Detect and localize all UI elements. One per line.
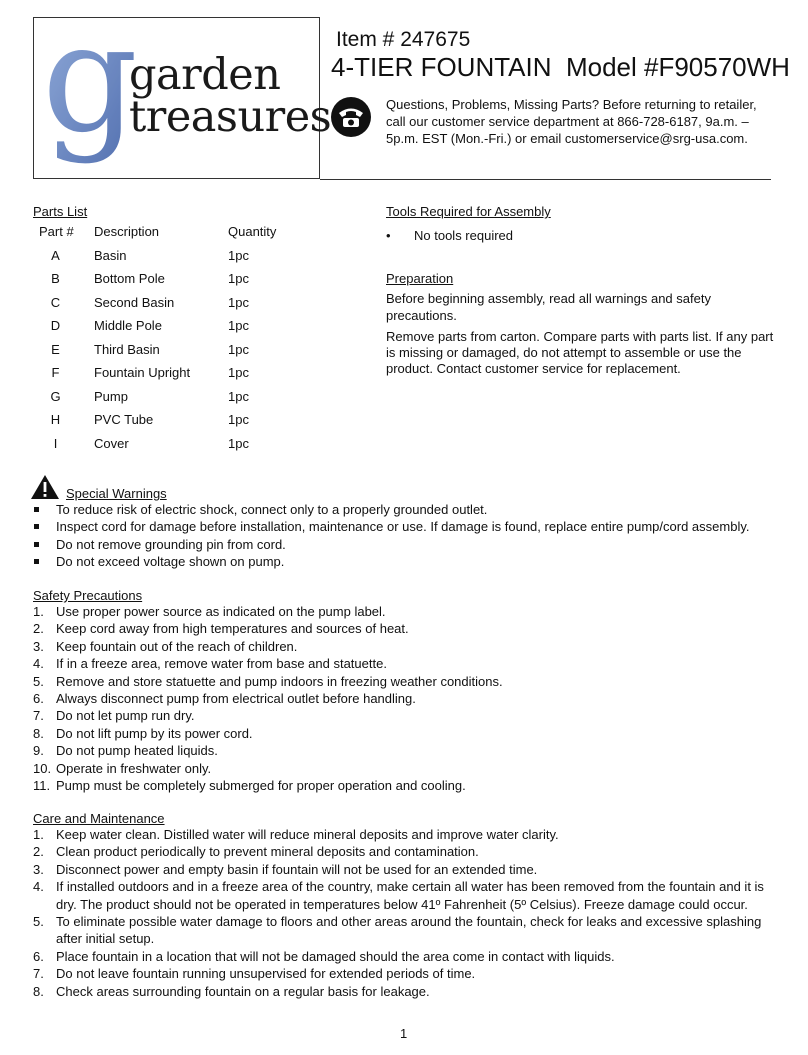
part-quantity: 1pc <box>228 365 249 380</box>
square-bullet-icon <box>34 524 39 529</box>
part-id: A <box>51 247 60 263</box>
item-text: Pump must be completely submerged for proper operation and cooling. <box>56 778 466 794</box>
special-warnings-title: Special Warnings <box>66 486 167 501</box>
item-text: If installed outdoors and in a freeze area of the country, make certain all water has been removed from the fountain and it is dry. The product should not be operated in temperatures below 41º Fahrenheit (5º Celsius). Freeze damage could occur. <box>56 879 764 912</box>
item-text: Always disconnect pump from electrical outlet before handling. <box>56 691 416 707</box>
part-id: C <box>50 294 61 310</box>
item-text: Place fountain in a location that will not be damaged should the area come in contact with liquids. <box>56 948 615 964</box>
bullet-icon: • <box>386 228 391 243</box>
item-text: Keep fountain out of the reach of children. <box>56 638 298 654</box>
tools-item <box>386 227 513 244</box>
part-quantity: 1pc <box>228 412 249 427</box>
item-text: Do not lift pump by its power cord. <box>56 725 253 741</box>
part-description: Basin <box>94 247 127 263</box>
item-text: Remove and store statuette and pump indoors in freezing weather conditions. <box>56 673 503 689</box>
item-text: Do not pump heated liquids. <box>56 743 218 759</box>
preparation-paragraph-1: Before beginning assembly, read all warnings and safety precautions. <box>386 291 711 323</box>
part-description: Fountain Upright <box>94 365 191 380</box>
preparation-title: Preparation <box>386 271 454 286</box>
item-number: 1. <box>33 827 44 842</box>
item-text: If in a freeze area, remove water from base and statuette. <box>56 656 387 672</box>
list-item <box>33 638 783 655</box>
item-number: 2. <box>33 621 44 637</box>
logo-word-treasures-text: treasures <box>129 92 332 142</box>
list-item <box>33 826 783 843</box>
product-title: 4-TIER FOUNTAIN Model #F90570WH <box>331 52 790 82</box>
part-description: Middle Pole <box>94 318 162 333</box>
item-number: 4. <box>33 656 44 672</box>
preparation-paragraph-2: Remove parts from carton. Compare parts with parts list. If any part is missing or damaged, do not attempt to assemble or use the product. Contact customer service for replacement. <box>386 329 774 376</box>
list-item <box>33 843 783 860</box>
list-item <box>33 861 783 878</box>
part-id: I <box>53 435 58 451</box>
part-quantity: 1pc <box>228 247 249 263</box>
item-text: Do not leave fountain running unsupervised for extended periods of time. <box>56 966 476 982</box>
item-text: To eliminate possible water damage to floors and other areas around the fountain, check for leaks and excessive splashing after initial setup. <box>56 914 762 947</box>
item-number: 5. <box>33 673 44 689</box>
list-item <box>33 948 783 965</box>
item-number: 7. <box>33 966 44 982</box>
part-description: Cover <box>94 435 129 451</box>
tools-item-text: No tools required <box>414 228 513 243</box>
square-bullet-icon <box>34 507 39 512</box>
item-number: 11. <box>33 778 51 794</box>
safety-precautions-title: Safety Precautions <box>33 588 143 603</box>
part-id: H <box>50 412 61 427</box>
list-item <box>33 760 783 777</box>
part-id: D <box>50 318 61 333</box>
item-text: Clean product periodically to prevent mineral deposits and contamination. <box>56 844 479 860</box>
item-number: 8. <box>33 725 44 741</box>
list-item <box>33 707 783 724</box>
col-header-part: Part # <box>39 224 74 239</box>
customer-service-contact: Questions, Problems, Missing Parts? Before returning to retailer, call our customer service department at 866-728-6187, 9a.m. – 5p.m. EST (Mon.-Fri.) or email customerservice@srg-usa.com. <box>386 97 757 146</box>
item-number: 5. <box>33 914 44 930</box>
list-item <box>33 725 783 742</box>
warning-text: Inspect cord for damage before installation, maintenance or use. If damage is found, replace entire pump/cord assembly. <box>56 519 750 535</box>
part-description: PVC Tube <box>94 412 154 427</box>
item-text: Do not let pump run dry. <box>56 708 195 724</box>
safety-precautions-list <box>33 603 783 794</box>
col-header-quantity: Quantity <box>228 224 277 239</box>
item-text: Check areas surrounding fountain on a regular basis for leakage. <box>56 983 430 999</box>
tools-title: Tools Required for Assembly <box>386 204 551 219</box>
part-description: Bottom Pole <box>94 271 165 286</box>
list-item <box>33 501 749 518</box>
item-number: 3. <box>33 638 44 654</box>
part-quantity: 1pc <box>228 388 249 404</box>
item-text: Operate in freshwater only. <box>56 760 212 776</box>
list-item <box>33 655 783 672</box>
list-item <box>33 603 783 620</box>
svg-text:g: g <box>42 18 139 166</box>
item-number: Item # 247675 <box>336 28 471 51</box>
warning-icon <box>30 474 60 500</box>
list-item <box>33 965 783 982</box>
part-description: Second Basin <box>94 294 175 310</box>
item-text: Use proper power source as indicated on the pump label. <box>56 604 386 619</box>
page-number: 1 <box>400 1026 408 1041</box>
col-header-description: Description <box>94 224 160 239</box>
part-quantity: 1pc <box>228 435 249 451</box>
item-number: 7. <box>33 708 44 724</box>
parts-list-title: Parts List <box>33 204 88 219</box>
square-bullet-icon <box>34 559 39 564</box>
logo-word-treasures <box>129 92 349 142</box>
list-item <box>33 742 783 759</box>
item-number: 2. <box>33 844 44 860</box>
item-number: 4. <box>33 879 44 895</box>
list-item <box>33 913 783 948</box>
warning-text: Do not remove grounding pin from cord. <box>56 536 286 552</box>
list-item <box>33 983 783 1000</box>
logo-word-garden: garden <box>129 50 281 100</box>
warning-text: Do not exceed voltage shown on pump. <box>56 554 285 570</box>
part-description: Third Basin <box>94 341 160 357</box>
part-description: Pump <box>94 388 128 404</box>
part-quantity: 1pc <box>228 271 249 286</box>
telephone-icon <box>330 96 372 138</box>
list-item <box>33 690 783 707</box>
header-divider <box>320 179 771 180</box>
list-item <box>33 536 749 553</box>
care-maintenance-list <box>33 826 783 1000</box>
part-id: F <box>51 365 60 380</box>
part-quantity: 1pc <box>228 294 249 310</box>
item-number: 1. <box>33 604 44 619</box>
part-quantity: 1pc <box>228 318 249 333</box>
list-item <box>33 553 749 570</box>
list-item <box>33 878 783 913</box>
item-number: 6. <box>33 948 44 964</box>
list-item <box>33 518 749 535</box>
part-id: B <box>51 271 60 286</box>
item-text: Disconnect power and empty basin if fountain will not be used for an extended time. <box>56 861 538 877</box>
item-number: 6. <box>33 691 44 707</box>
special-warnings-list <box>33 501 749 571</box>
list-item <box>33 673 783 690</box>
item-text: Keep cord away from high temperatures and sources of heat. <box>56 621 409 637</box>
part-id: G <box>50 388 61 404</box>
item-number: 9. <box>33 743 44 759</box>
square-bullet-icon <box>34 542 39 547</box>
item-number: 10. <box>33 760 52 776</box>
brand-logo <box>33 17 332 179</box>
care-maintenance-title: Care and Maintenance <box>33 811 165 826</box>
list-item <box>33 777 783 794</box>
list-item <box>33 620 783 637</box>
item-number: 3. <box>33 861 44 877</box>
item-number: 8. <box>33 983 44 999</box>
part-quantity: 1pc <box>228 341 249 357</box>
warning-text: To reduce risk of electric shock, connect only to a properly grounded outlet. <box>56 502 488 517</box>
part-id: E <box>51 341 60 357</box>
item-text: Keep water clean. Distilled water will reduce mineral deposits and improve water clarity. <box>56 827 559 842</box>
